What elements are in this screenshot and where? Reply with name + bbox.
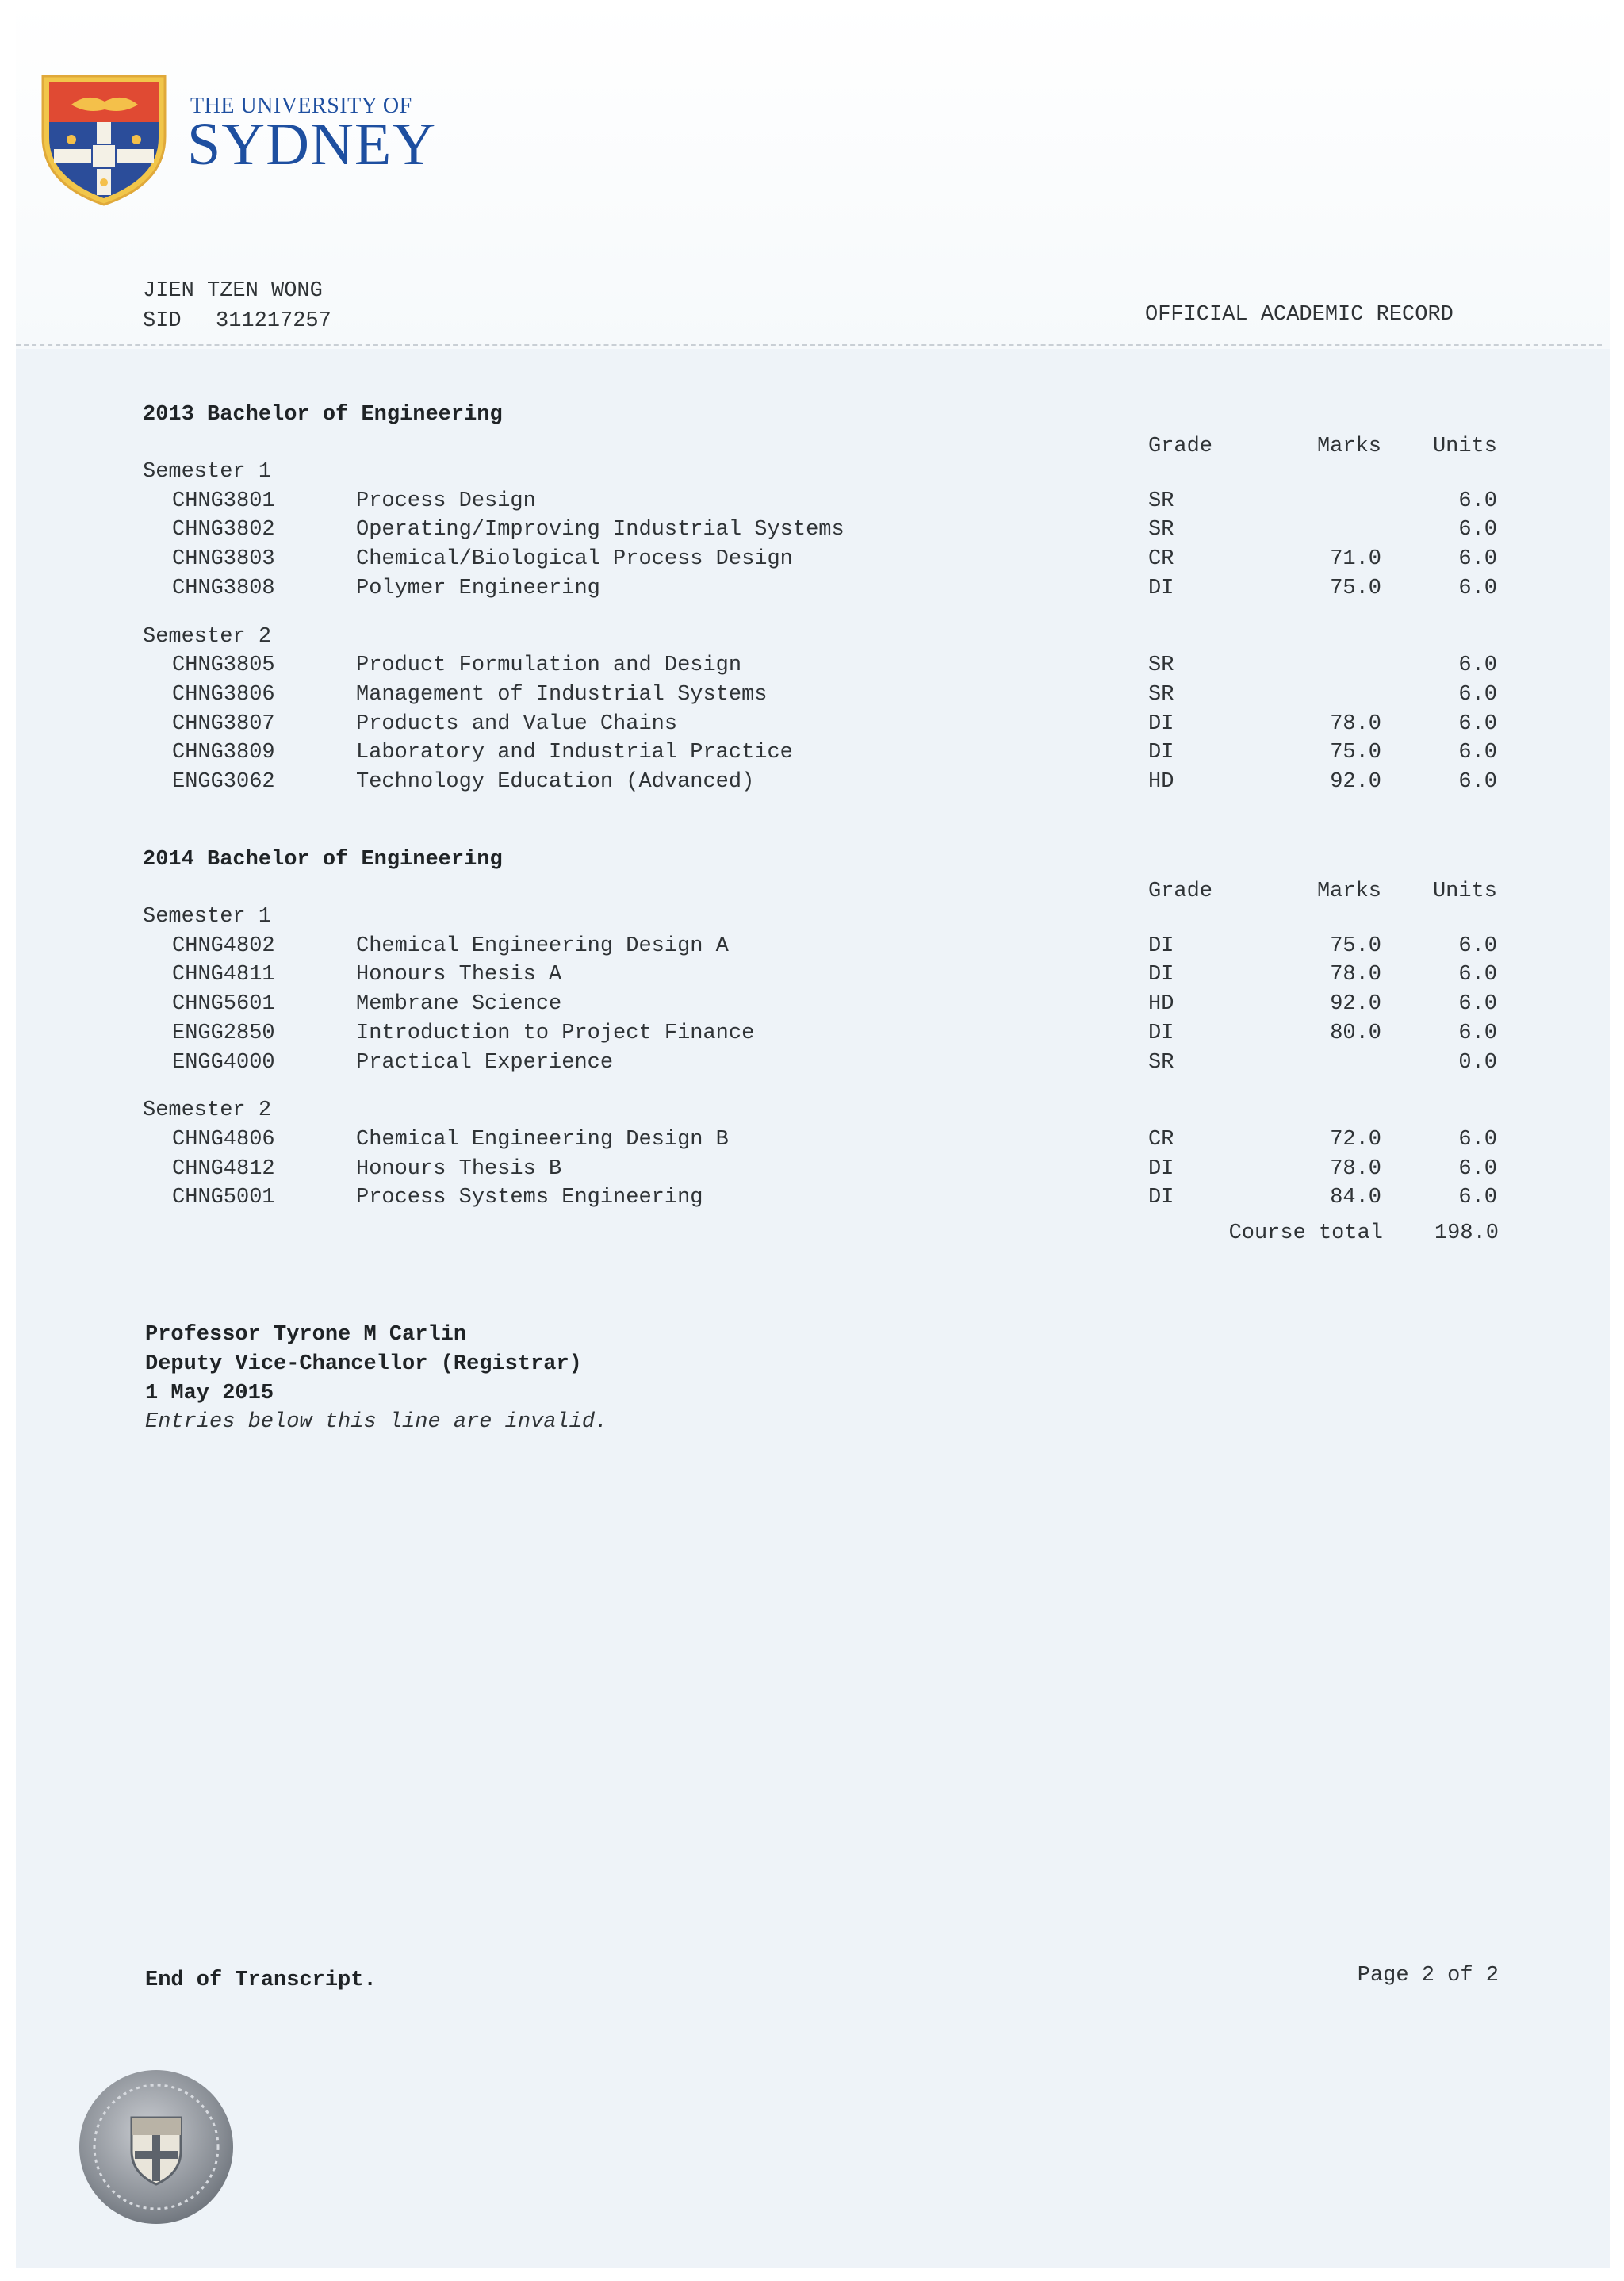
course-code: CHNG3803 (172, 547, 275, 572)
course-name: Operating/Improving Industrial Systems (356, 518, 845, 542)
course-units: 6.0 (1458, 1156, 1497, 1181)
course-grade: SR (1148, 654, 1174, 678)
course-name: Polymer Engineering (356, 576, 600, 600)
course-code: ENGG2850 (172, 1021, 275, 1045)
signatory-title: Deputy Vice-Chancellor (Registrar) (145, 1352, 582, 1376)
course-code: CHNG3801 (172, 489, 275, 513)
course-code: CHNG4802 (172, 933, 275, 958)
course-code: CHNG3805 (172, 654, 275, 678)
course-marks: 78.0 (1330, 1156, 1381, 1181)
course-grade: DI (1148, 933, 1174, 958)
course-grade: SR (1148, 518, 1174, 542)
course-grade: DI (1148, 576, 1174, 600)
course-name: Process Systems Engineering (356, 1186, 703, 1210)
university-name-line1: THE UNIVERSITY OF (190, 94, 412, 118)
course-name: Introduction to Project Finance (356, 1021, 755, 1045)
course-code: CHNG3802 (172, 518, 275, 542)
column-header-marks: Marks (1316, 880, 1381, 903)
invalid-entries-note: Entries below this line are invalid. (145, 1410, 608, 1434)
course-code: CHNG3809 (172, 741, 275, 765)
university-crest-icon (40, 73, 168, 208)
course-marks: 71.0 (1330, 547, 1381, 572)
end-of-transcript: End of Transcript. (145, 1969, 377, 1992)
course-grade: DI (1148, 711, 1174, 736)
header-divider (16, 344, 1602, 346)
student-name: JIEN TZEN WONG (143, 279, 323, 303)
course-units: 6.0 (1458, 741, 1497, 765)
course-total-label: Course total (1228, 1221, 1383, 1245)
course-code: CHNG5001 (172, 1186, 275, 1210)
column-header-marks: Marks (1316, 435, 1381, 458)
course-units: 6.0 (1458, 547, 1497, 572)
column-header-units: Units (1432, 435, 1497, 458)
column-header-grade: Grade (1148, 880, 1213, 903)
course-name: Chemical/Biological Process Design (356, 547, 793, 572)
course-code: CHNG3808 (172, 576, 275, 600)
course-units: 6.0 (1458, 518, 1497, 542)
course-code: CHNG4806 (172, 1127, 275, 1152)
course-name: Laboratory and Industrial Practice (356, 741, 793, 765)
course-grade: DI (1148, 963, 1174, 987)
course-grade: SR (1148, 682, 1174, 707)
course-marks: 75.0 (1330, 933, 1381, 958)
course-units: 6.0 (1458, 576, 1497, 600)
course-units: 6.0 (1458, 963, 1497, 987)
course-name: Practical Experience (356, 1050, 614, 1075)
year-heading: 2014 Bachelor of Engineering (143, 848, 503, 872)
course-grade: DI (1148, 1021, 1174, 1045)
course-grade: SR (1148, 1050, 1174, 1075)
course-name: Management of Industrial Systems (356, 682, 768, 707)
course-grade: DI (1148, 1156, 1174, 1181)
course-marks: 92.0 (1330, 770, 1381, 794)
course-name: Honours Thesis A (356, 963, 562, 987)
sid-value: 311217257 (216, 309, 331, 333)
record-title: OFFICIAL ACADEMIC RECORD (1145, 303, 1454, 327)
column-header-units: Units (1432, 880, 1497, 903)
course-marks: 72.0 (1330, 1127, 1381, 1152)
course-units: 6.0 (1458, 489, 1497, 513)
semester-label: Semester 1 (143, 905, 272, 929)
semester-label: Semester 1 (143, 460, 272, 484)
course-grade: CR (1148, 1127, 1174, 1152)
course-marks: 84.0 (1330, 1186, 1381, 1210)
embossed-seal-icon (78, 2068, 235, 2225)
course-name: Technology Education (Advanced) (356, 770, 755, 794)
course-total-value: 198.0 (1434, 1221, 1499, 1245)
course-code: ENGG3062 (172, 770, 275, 794)
course-units: 6.0 (1458, 711, 1497, 736)
course-units: 6.0 (1458, 1021, 1497, 1045)
signatory-name: Professor Tyrone M Carlin (145, 1323, 467, 1347)
course-marks: 92.0 (1330, 992, 1381, 1017)
course-code: CHNG4811 (172, 963, 275, 987)
course-name: Products and Value Chains (356, 711, 678, 736)
course-units: 6.0 (1458, 682, 1497, 707)
course-grade: DI (1148, 1186, 1174, 1210)
course-name: Chemical Engineering Design B (356, 1127, 729, 1152)
course-grade: HD (1148, 992, 1174, 1017)
semester-label: Semester 2 (143, 1098, 272, 1123)
course-name: Honours Thesis B (356, 1156, 562, 1181)
course-marks: 78.0 (1330, 711, 1381, 736)
course-marks: 78.0 (1330, 963, 1381, 987)
course-units: 6.0 (1458, 992, 1497, 1017)
course-code: ENGG4000 (172, 1050, 275, 1075)
course-name: Membrane Science (356, 992, 562, 1017)
course-units: 6.0 (1458, 1127, 1497, 1152)
course-name: Chemical Engineering Design A (356, 933, 729, 958)
course-units: 0.0 (1458, 1050, 1497, 1075)
course-code: CHNG3807 (172, 711, 275, 736)
course-code: CHNG5601 (172, 992, 275, 1017)
course-grade: CR (1148, 547, 1174, 572)
course-marks: 75.0 (1330, 741, 1381, 765)
course-units: 6.0 (1458, 933, 1497, 958)
course-units: 6.0 (1458, 1186, 1497, 1210)
course-grade: SR (1148, 489, 1174, 513)
course-marks: 80.0 (1330, 1021, 1381, 1045)
course-code: CHNG4812 (172, 1156, 275, 1181)
course-units: 6.0 (1458, 654, 1497, 678)
page-number: Page 2 of 2 (1357, 1964, 1499, 1988)
course-grade: DI (1148, 741, 1174, 765)
sid-label: SID (143, 309, 182, 333)
course-name: Product Formulation and Design (356, 654, 742, 678)
year-heading: 2013 Bachelor of Engineering (143, 403, 503, 427)
column-header-grade: Grade (1148, 435, 1213, 458)
course-name: Process Design (356, 489, 536, 513)
signature-date: 1 May 2015 (145, 1382, 274, 1405)
university-name-line2: SYDNEY (187, 111, 437, 178)
course-code: CHNG3806 (172, 682, 275, 707)
course-marks: 75.0 (1330, 576, 1381, 600)
course-units: 6.0 (1458, 770, 1497, 794)
semester-label: Semester 2 (143, 624, 272, 649)
course-grade: HD (1148, 770, 1174, 794)
